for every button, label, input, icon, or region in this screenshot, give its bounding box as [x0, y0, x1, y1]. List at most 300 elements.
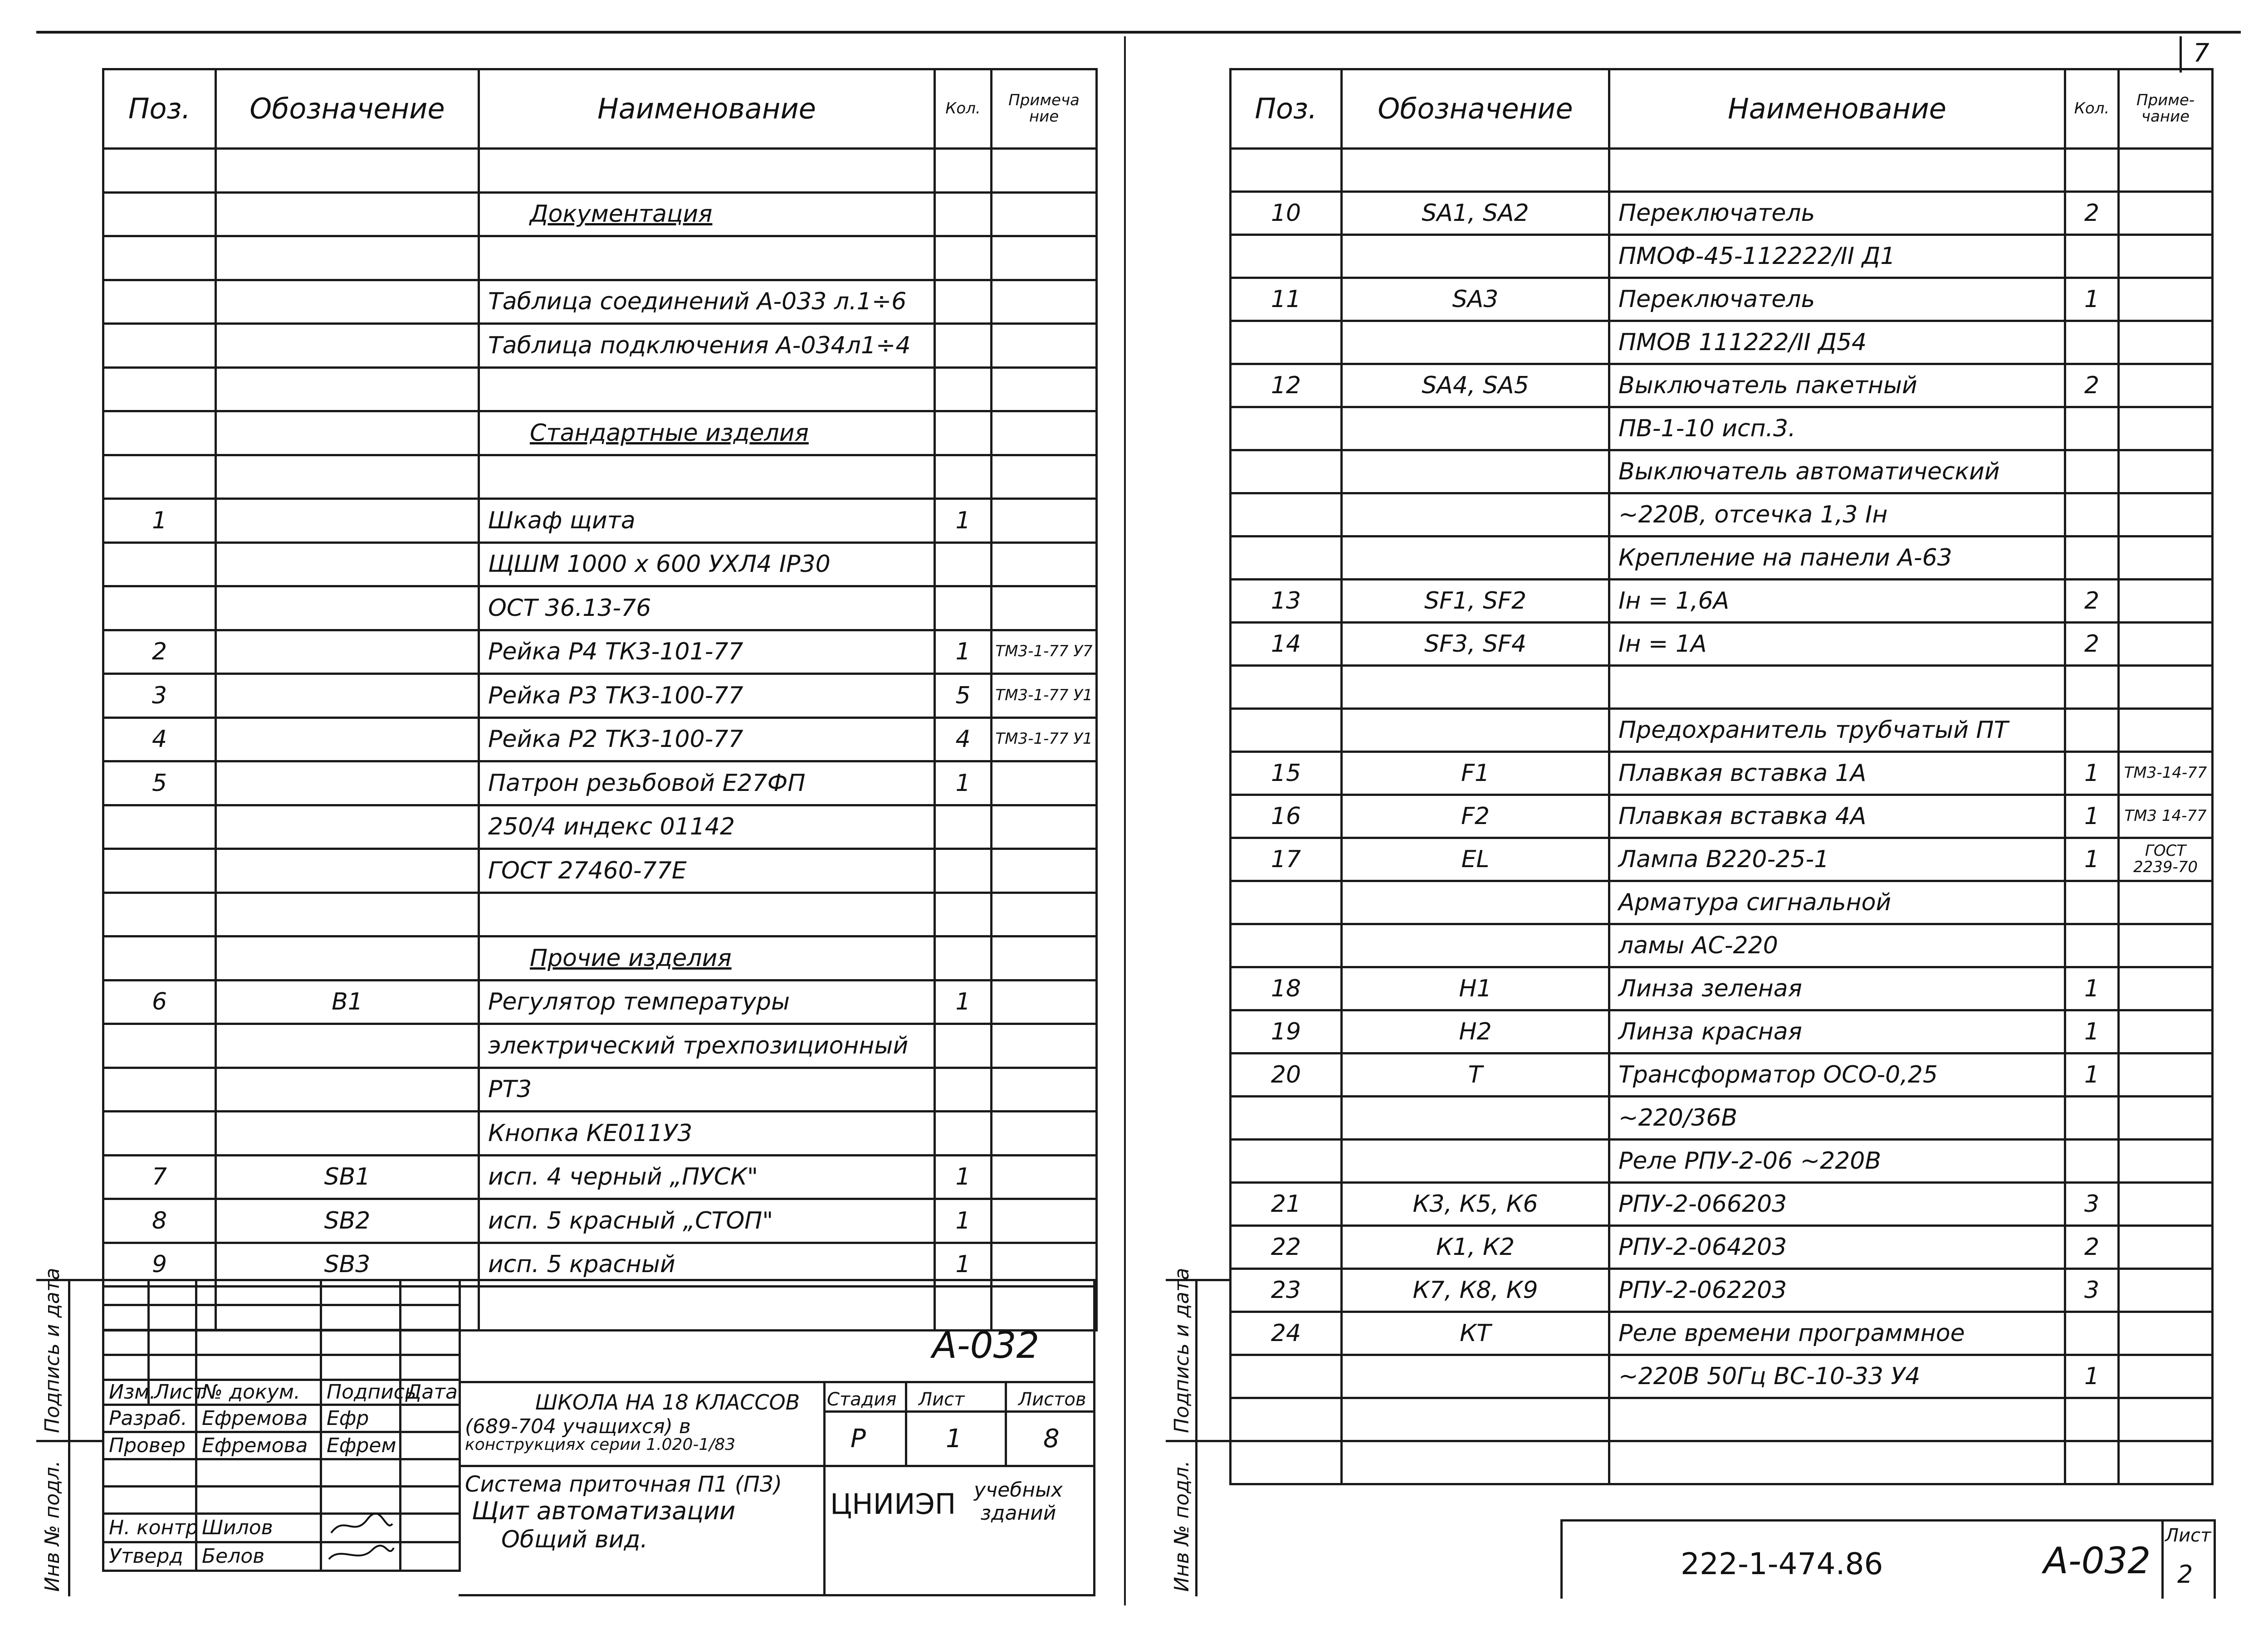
right-cell-name: Реле времени программное: [1609, 1312, 2065, 1355]
right-cell-pos: [1231, 493, 1342, 537]
left-cell-qty: 1: [935, 499, 992, 543]
right-cell-qty: 3: [2065, 1269, 2119, 1312]
right-cell-note: ТМ3-14-77: [2119, 752, 2213, 795]
right-cell-des: SA1, SA2: [1342, 192, 1609, 235]
right-cell-note: [2119, 1269, 2213, 1312]
left-cell-note: ТМ3-1-77 У1: [992, 674, 1097, 718]
right-table-row: [1231, 192, 2213, 235]
left-cell-qty: 1: [935, 1199, 992, 1243]
tb-role-approver: Утверд: [103, 1542, 196, 1571]
tb-sign-normcontrol: [321, 1514, 401, 1542]
tb-header-docno: № докум.: [196, 1380, 321, 1405]
left-cell-name: [479, 149, 935, 193]
right-cell-des: [1342, 1441, 1609, 1484]
right-cell-qty: [2065, 537, 2119, 580]
right-table-row: [1231, 407, 2213, 450]
left-table-row: [103, 893, 1097, 937]
right-cell-note: [2119, 1441, 2213, 1484]
left-cell-qty: [935, 937, 992, 980]
right-table-row: [1231, 1183, 2213, 1226]
left-cell-des: [216, 674, 479, 718]
left-cell-qty: [935, 805, 992, 849]
left-side-stamp-mid: [36, 1440, 104, 1442]
top-border-line: [36, 31, 2241, 34]
left-cell-pos: [103, 805, 216, 849]
left-cell-note: [992, 280, 1097, 324]
left-table-row: [103, 499, 1097, 543]
right-cell-note: [2119, 149, 2213, 192]
right-cell-pos: [1231, 235, 1342, 278]
left-cell-pos: [103, 411, 216, 455]
left-cell-qty: [935, 236, 992, 280]
right-cell-qty: [2065, 493, 2119, 537]
left-cell-name: ГОСТ 27460-77Е: [479, 849, 935, 893]
left-cell-note: [992, 1112, 1097, 1156]
left-cell-note: ТМ3-1-77 У1: [992, 717, 1097, 761]
right-table-row: [1231, 450, 2213, 493]
left-cell-name: исп. 5 красный „СТОП": [479, 1199, 935, 1243]
left-cell-qty: [935, 849, 992, 893]
right-table-row: [1231, 1269, 2213, 1312]
right-cell-pos: [1231, 709, 1342, 752]
left-cell-note: [992, 980, 1097, 1024]
page-number: 7: [2193, 39, 2209, 68]
left-cell-pos: [103, 937, 216, 980]
right-cell-pos: 24: [1231, 1312, 1342, 1355]
tb-title-line1: Система приточная П1 (П3): [465, 1472, 782, 1497]
left-cell-des: [216, 849, 479, 893]
left-cell-pos: 5: [103, 761, 216, 805]
right-table-row: [1231, 752, 2213, 795]
right-cell-note: [2119, 1183, 2213, 1226]
right-cell-name: ~220/36В: [1609, 1097, 2065, 1140]
right-side-stamp-rule: [1195, 1279, 1198, 1596]
left-cell-pos: [103, 192, 216, 236]
right-cell-pos: [1231, 1140, 1342, 1183]
right-cell-note: [2119, 1097, 2213, 1140]
right-cell-name: Линза красная: [1609, 1010, 2065, 1054]
tb-name-approver: Белов: [196, 1542, 321, 1571]
tb-stage-hrule: [823, 1410, 1095, 1413]
right-cell-qty: [2065, 881, 2119, 924]
left-cell-name: Прочие изделия: [479, 937, 935, 980]
left-side-label-sign-date: Подпись и дата: [41, 1268, 64, 1433]
right-table-row: [1231, 149, 2213, 192]
right-cell-pos: [1231, 924, 1342, 967]
right-cell-des: [1342, 493, 1609, 537]
tb-header-date: Дата: [401, 1380, 460, 1405]
right-cell-pos: 19: [1231, 1010, 1342, 1054]
right-cell-qty: 1: [2065, 1054, 2119, 1097]
left-cell-pos: 6: [103, 980, 216, 1024]
right-cell-qty: 1: [2065, 278, 2119, 321]
right-stamp-series: 222-1-474.86: [1681, 1546, 1883, 1581]
left-cell-note: [992, 1155, 1097, 1199]
left-cell-note: [992, 324, 1097, 368]
left-cell-pos: 9: [103, 1243, 216, 1287]
left-cell-des: В1: [216, 980, 479, 1024]
left-cell-note: [992, 761, 1097, 805]
right-cell-des: F1: [1342, 752, 1609, 795]
right-table-row: [1231, 666, 2213, 709]
left-table-row: [103, 630, 1097, 674]
right-cell-des: [1342, 1097, 1609, 1140]
left-header-pos: Поз.: [103, 69, 216, 149]
right-cell-pos: 15: [1231, 752, 1342, 795]
left-table-row: [103, 849, 1097, 893]
right-cell-qty: 1: [2065, 795, 2119, 838]
left-table-row: [103, 455, 1097, 499]
right-cell-des: [1342, 1398, 1609, 1441]
right-cell-des: [1342, 666, 1609, 709]
right-cell-des: [1342, 1140, 1609, 1183]
tb-sheet-value: 1: [946, 1424, 962, 1454]
left-cell-pos: [103, 1024, 216, 1068]
left-cell-pos: [103, 1068, 216, 1112]
left-cell-des: [216, 499, 479, 543]
right-stamp: [1560, 1519, 2216, 1599]
title-block: [102, 1279, 1095, 1596]
left-cell-note: [992, 849, 1097, 893]
right-cell-name: [1609, 666, 2065, 709]
right-cell-name: Плавкая вставка 4А: [1609, 795, 2065, 838]
left-cell-qty: [935, 1024, 992, 1068]
right-header-pos: Поз.: [1231, 69, 1342, 149]
right-cell-name: РПУ-2-064203: [1609, 1226, 2065, 1269]
left-cell-pos: [103, 324, 216, 368]
left-cell-name: Документация: [479, 192, 935, 236]
left-cell-des: [216, 1068, 479, 1112]
right-cell-name: Iн = 1,6А: [1609, 580, 2065, 623]
left-table-row: [103, 761, 1097, 805]
right-cell-name: Переключатель: [1609, 278, 2065, 321]
right-cell-des: SA4, SA5: [1342, 364, 1609, 407]
left-table-row: [103, 367, 1097, 411]
right-cell-name: Выключатель пакетный: [1609, 364, 2065, 407]
right-cell-name: Крепление на панели А-63: [1609, 537, 2065, 580]
right-spec-table: [1229, 68, 2214, 1485]
left-cell-name: Кнопка КЕ011У3: [479, 1112, 935, 1156]
right-cell-des: [1342, 881, 1609, 924]
tb-doc-code: А-032: [932, 1324, 1040, 1366]
right-cell-pos: 13: [1231, 580, 1342, 623]
tb-project-line1: ШКОЛА НА 18 КЛАССОВ: [535, 1390, 800, 1415]
right-cell-qty: 1: [2065, 1010, 2119, 1054]
left-cell-qty: 4: [935, 717, 992, 761]
left-table-row: [103, 411, 1097, 455]
right-cell-des: EL: [1342, 838, 1609, 881]
right-cell-pos: 10: [1231, 192, 1342, 235]
left-cell-name: исп. 4 черный „ПУСК": [479, 1155, 935, 1199]
right-table-row: [1231, 1398, 2213, 1441]
left-table-row: [103, 280, 1097, 324]
right-table-row: [1231, 537, 2213, 580]
left-cell-des: SB2: [216, 1199, 479, 1243]
right-cell-pos: 21: [1231, 1183, 1342, 1226]
page-number-box: [2180, 36, 2182, 73]
title-block-signatures: [102, 1279, 461, 1572]
right-cell-note: [2119, 1140, 2213, 1183]
right-cell-des: SA3: [1342, 278, 1609, 321]
right-table-row: [1231, 321, 2213, 364]
left-cell-name: Рейка Р2 ТК3-100-77: [479, 717, 935, 761]
right-cell-qty: 2: [2065, 580, 2119, 623]
right-cell-pos: 14: [1231, 623, 1342, 666]
right-cell-qty: 2: [2065, 1226, 2119, 1269]
left-cell-des: [216, 1024, 479, 1068]
right-table-row: [1231, 881, 2213, 924]
left-cell-name: 250/4 индекс 01142: [479, 805, 935, 849]
tb-header-sign: Подпись: [321, 1380, 401, 1405]
tb-name-checker: Ефремова: [196, 1432, 321, 1459]
right-cell-pos: [1231, 407, 1342, 450]
left-cell-pos: 1: [103, 499, 216, 543]
right-cell-note: ТМ3 14-77: [2119, 795, 2213, 838]
right-cell-note: [2119, 1054, 2213, 1097]
right-cell-note: [2119, 623, 2213, 666]
right-cell-pos: [1231, 1097, 1342, 1140]
left-cell-qty: [935, 324, 992, 368]
tb-sheet-vrule2: [1005, 1383, 1007, 1465]
left-cell-qty: [935, 280, 992, 324]
right-cell-des: [1342, 149, 1609, 192]
tb-title-line2: Щит автоматизации: [472, 1497, 736, 1525]
tb-role-normcontrol: Н. контр: [103, 1514, 196, 1542]
left-cell-pos: [103, 280, 216, 324]
left-cell-des: SB1: [216, 1155, 479, 1199]
right-cell-name: РПУ-2-062203: [1609, 1269, 2065, 1312]
right-cell-note: [2119, 666, 2213, 709]
tb-name-developer: Ефремова: [196, 1405, 321, 1432]
left-cell-name: ОСТ 36.13-76: [479, 586, 935, 630]
right-header-qty: Кол.: [2065, 69, 2119, 149]
tb-role-developer: Разраб.: [103, 1405, 196, 1432]
left-table-row: [103, 192, 1097, 236]
right-cell-pos: 11: [1231, 278, 1342, 321]
left-cell-note: [992, 455, 1097, 499]
right-cell-qty: [2065, 407, 2119, 450]
tb-code-rule: [459, 1381, 1095, 1383]
left-cell-qty: 1: [935, 1155, 992, 1199]
left-cell-note: [992, 542, 1097, 586]
right-table-row: [1231, 1010, 2213, 1054]
tb-sheets-label: Листов: [1018, 1389, 1086, 1410]
right-cell-pos: 20: [1231, 1054, 1342, 1097]
left-table-row: [103, 937, 1097, 980]
left-cell-des: [216, 411, 479, 455]
left-cell-note: [992, 1024, 1097, 1068]
tb-sheets-value: 8: [1043, 1424, 1060, 1454]
right-cell-name: Переключатель: [1609, 192, 2065, 235]
right-cell-qty: 1: [2065, 967, 2119, 1010]
right-cell-qty: [2065, 1097, 2119, 1140]
right-cell-note: [2119, 1355, 2213, 1398]
right-cell-qty: [2065, 1441, 2119, 1484]
left-cell-des: [216, 717, 479, 761]
left-cell-name: [479, 367, 935, 411]
tb-stage-label: Стадия: [827, 1389, 897, 1410]
left-table-row: [103, 542, 1097, 586]
left-cell-qty: [935, 542, 992, 586]
left-cell-note: [992, 805, 1097, 849]
left-table-row: [103, 236, 1097, 280]
right-cell-pos: [1231, 1441, 1342, 1484]
left-cell-pos: [103, 586, 216, 630]
left-cell-pos: 4: [103, 717, 216, 761]
left-cell-note: [992, 149, 1097, 193]
right-cell-name: ламы АС-220: [1609, 924, 2065, 967]
left-table-row: [103, 717, 1097, 761]
left-cell-qty: [935, 367, 992, 411]
right-stamp-vrule: [2161, 1522, 2164, 1599]
tb-sheet-label: Лист: [919, 1389, 965, 1410]
left-cell-pos: [103, 455, 216, 499]
right-cell-qty: [2065, 1312, 2119, 1355]
right-side-label-sign-date: Подпись и дата: [1170, 1268, 1193, 1433]
right-cell-des: К1, К2: [1342, 1226, 1609, 1269]
right-cell-qty: [2065, 149, 2119, 192]
right-cell-note: [2119, 537, 2213, 580]
right-cell-note: [2119, 235, 2213, 278]
left-table-row: [103, 1155, 1097, 1199]
left-table-row: [103, 586, 1097, 630]
right-cell-pos: 23: [1231, 1269, 1342, 1312]
tb-title-rule: [459, 1465, 1095, 1467]
left-cell-note: [992, 411, 1097, 455]
right-side-label-inv: Инв № подл.: [1170, 1460, 1193, 1592]
left-cell-name: Регулятор температуры: [479, 980, 935, 1024]
left-cell-pos: [103, 367, 216, 411]
right-table-row: [1231, 1355, 2213, 1398]
right-cell-qty: [2065, 321, 2119, 364]
left-cell-qty: 1: [935, 761, 992, 805]
left-cell-name: ЩШМ 1000 х 600 УХЛ4 IP30: [479, 542, 935, 586]
left-cell-qty: [935, 149, 992, 193]
right-table-row: [1231, 235, 2213, 278]
right-table-row: [1231, 1097, 2213, 1140]
left-cell-qty: 5: [935, 674, 992, 718]
right-cell-name: Трансформатор ОСО-0,25: [1609, 1054, 2065, 1097]
right-header-name: Наименование: [1609, 69, 2065, 149]
right-cell-note: [2119, 364, 2213, 407]
left-cell-name: Рейка Р4 ТК3-101-77: [479, 630, 935, 674]
right-cell-qty: [2065, 709, 2119, 752]
right-cell-note: [2119, 493, 2213, 537]
left-cell-note: [992, 499, 1097, 543]
tb-header-list: Лист: [149, 1380, 196, 1405]
tb-org: ЦНИИЭП: [830, 1488, 956, 1521]
right-table-row: [1231, 278, 2213, 321]
right-cell-name: ПВ-1-10 исп.3.: [1609, 407, 2065, 450]
right-table-row: [1231, 838, 2213, 881]
left-cell-pos: [103, 1112, 216, 1156]
left-cell-qty: [935, 1068, 992, 1112]
left-cell-des: [216, 236, 479, 280]
right-cell-qty: 1: [2065, 838, 2119, 881]
right-cell-qty: 2: [2065, 364, 2119, 407]
left-table-row: [103, 674, 1097, 718]
tb-project-line2: (689-704 учащихся) в: [465, 1415, 691, 1438]
right-cell-des: К3, К5, К6: [1342, 1183, 1609, 1226]
right-cell-qty: [2065, 1140, 2119, 1183]
left-cell-name: Стандартные изделия: [479, 411, 935, 455]
right-cell-note: [2119, 1398, 2213, 1441]
left-table-row: [103, 1024, 1097, 1068]
center-fold-line: [1124, 36, 1126, 1605]
right-header-note: Приме- чание: [2119, 69, 2213, 149]
right-header-designation: Обозначение: [1342, 69, 1609, 149]
right-cell-note: ГОСТ 2239-70: [2119, 838, 2213, 881]
left-cell-pos: [103, 149, 216, 193]
left-cell-name: электрический трехпозиционный: [479, 1024, 935, 1068]
right-cell-name: РПУ-2-066203: [1609, 1183, 2065, 1226]
right-table-row: [1231, 364, 2213, 407]
left-cell-qty: [935, 1112, 992, 1156]
left-cell-qty: [935, 586, 992, 630]
right-cell-des: КТ: [1342, 1312, 1609, 1355]
tb-sheet-vrule1: [905, 1383, 907, 1465]
tb-project-line3: конструкциях серии 1.020-1/83: [465, 1435, 736, 1454]
tb-sign-developer: Ефр: [321, 1405, 401, 1432]
left-cell-note: [992, 1199, 1097, 1243]
left-side-label-inv: Инв № подл.: [41, 1460, 64, 1592]
tb-name-normcontrol: Шилов: [196, 1514, 321, 1542]
left-cell-note: ТМ3-1-77 У7: [992, 630, 1097, 674]
left-cell-qty: 1: [935, 1243, 992, 1287]
tb-org2: учебных зданий: [974, 1478, 1063, 1525]
left-cell-name: РТ3: [479, 1068, 935, 1112]
right-side-stamp-mid: [1166, 1440, 1229, 1442]
left-cell-note: [992, 893, 1097, 937]
right-cell-pos: [1231, 450, 1342, 493]
tb-sign-approver: [321, 1542, 401, 1571]
left-cell-note: [992, 236, 1097, 280]
right-cell-pos: [1231, 149, 1342, 192]
right-cell-name: [1609, 1398, 2065, 1441]
right-table-row: [1231, 1312, 2213, 1355]
right-cell-name: Выключатель автоматический: [1609, 450, 2065, 493]
left-table-row: [103, 805, 1097, 849]
right-cell-qty: 3: [2065, 1183, 2119, 1226]
left-table-row: [103, 980, 1097, 1024]
right-cell-des: Н1: [1342, 967, 1609, 1010]
left-cell-des: [216, 586, 479, 630]
left-header-note: Примеча ние: [992, 69, 1097, 149]
left-cell-name: Рейка Р3 ТК3-100-77: [479, 674, 935, 718]
left-cell-des: [216, 805, 479, 849]
right-table-row: [1231, 580, 2213, 623]
left-cell-qty: [935, 411, 992, 455]
right-cell-des: [1342, 709, 1609, 752]
right-table-row: [1231, 1140, 2213, 1183]
right-cell-des: Т: [1342, 1054, 1609, 1097]
right-table-row: [1231, 924, 2213, 967]
left-cell-name: Таблица подключения А-034л1÷4: [479, 324, 935, 368]
tb-stage-value: Р: [850, 1424, 866, 1454]
left-cell-pos: [103, 542, 216, 586]
right-cell-note: [2119, 407, 2213, 450]
right-cell-note: [2119, 192, 2213, 235]
right-cell-note: [2119, 450, 2213, 493]
right-cell-des: [1342, 1355, 1609, 1398]
left-cell-qty: [935, 893, 992, 937]
right-table-row: [1231, 709, 2213, 752]
right-table-row: [1231, 1054, 2213, 1097]
left-cell-qty: [935, 192, 992, 236]
right-cell-name: Предохранитель трубчатый ПТ: [1609, 709, 2065, 752]
left-header-name: Наименование: [479, 69, 935, 149]
left-cell-pos: [103, 849, 216, 893]
